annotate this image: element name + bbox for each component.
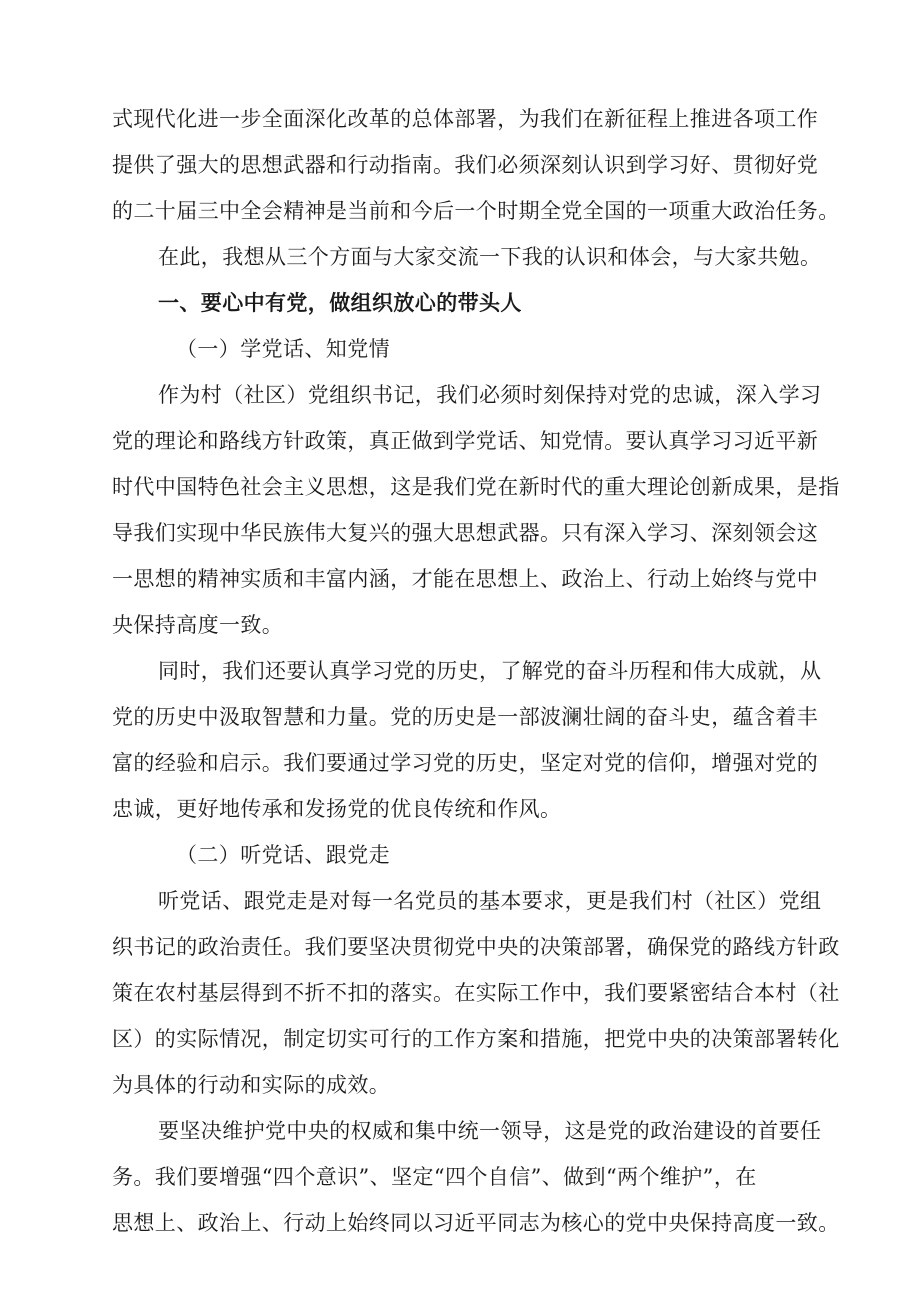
paragraph-line: 区）的实际情况，制定切实可行的工作方案和措施，把党中央的决策部署转化 — [112, 1027, 840, 1051]
paragraph-line: 策在农村基层得到不折不扣的落实。在实际工作中，我们要紧密结合本村（社 — [112, 981, 840, 1005]
intro-paragraph-line: 式现代化进一步全面深化改革的总体部署，为我们在新征程上推进各项工作 — [112, 107, 819, 131]
intro-paragraph-line: 提供了强大的思想武器和行动指南。我们必须深刻认识到学习好、贯彻好党 — [112, 153, 819, 177]
paragraph-line: 导我们实现中华民族伟大复兴的强大思想武器。只有深入学习、深刻领会这 — [112, 521, 819, 545]
paragraph-line: 忠诚，更好地传承和发扬党的优良传统和作风。 — [112, 797, 562, 821]
paragraph-line: 一思想的精神实质和丰富内涵，才能在思想上、政治上、行动上始终与党中 — [112, 567, 819, 591]
paragraph-line: 富的经验和启示。我们要通过学习党的历史，坚定对党的信仰，增强对党的 — [112, 751, 819, 775]
subsection-two-heading: （二）听党话、跟党走 — [176, 843, 390, 867]
paragraph-line: 要坚决维护党中央的权威和集中统一领导，这是党的政治建设的首要任 — [158, 1119, 822, 1143]
paragraph-line: 为具体的行动和实际的成效。 — [112, 1073, 391, 1097]
paragraph-line: 作为村（社区）党组织书记，我们必须时刻保持对党的忠诚，深入学习 — [158, 383, 822, 407]
paragraph-line: 同时，我们还要认真学习党的历史，了解党的奋斗历程和伟大成就，从 — [158, 659, 822, 683]
paragraph-line: 织书记的政治责任。我们要坚决贯彻党中央的决策部署，确保党的路线方针政 — [112, 935, 840, 959]
paragraph-line: 听党话、跟党走是对每一名党员的基本要求，更是我们村（社区）党组 — [158, 889, 822, 913]
paragraph-line: 党的历史中汲取智慧和力量。党的历史是一部波澜壮阔的奋斗史，蕴含着丰 — [112, 705, 819, 729]
intro-line: 在此，我想从三个方面与大家交流一下我的认识和体会，与大家共勉。 — [158, 245, 822, 269]
document-body — [112, 96, 842, 1246]
paragraph-line: 党的理论和路线方针政策，真正做到学党话、知党情。要认真学习习近平新 — [112, 429, 819, 453]
paragraph-line: 央保持高度一致。 — [112, 613, 284, 637]
intro-paragraph-line: 的二十届三中全会精神是当前和今后一个时期全党全国的一项重大政治任务。 — [112, 199, 840, 223]
paragraph-line: 思想上、政治上、行动上始终同以习近平同志为核心的党中央保持高度一致。 — [112, 1211, 840, 1235]
section-one-heading: 一、要心中有党，做组织放心的带头人 — [158, 290, 522, 315]
paragraph-line: 务。我们要增强“四个意识”、坚定“四个自信”、做到“两个维护”，在 — [112, 1165, 757, 1189]
subsection-one-heading: （一）学党话、知党情 — [176, 337, 390, 361]
paragraph-line: 时代中国特色社会主义思想，这是我们党在新时代的重大理论创新成果，是指 — [112, 475, 840, 499]
